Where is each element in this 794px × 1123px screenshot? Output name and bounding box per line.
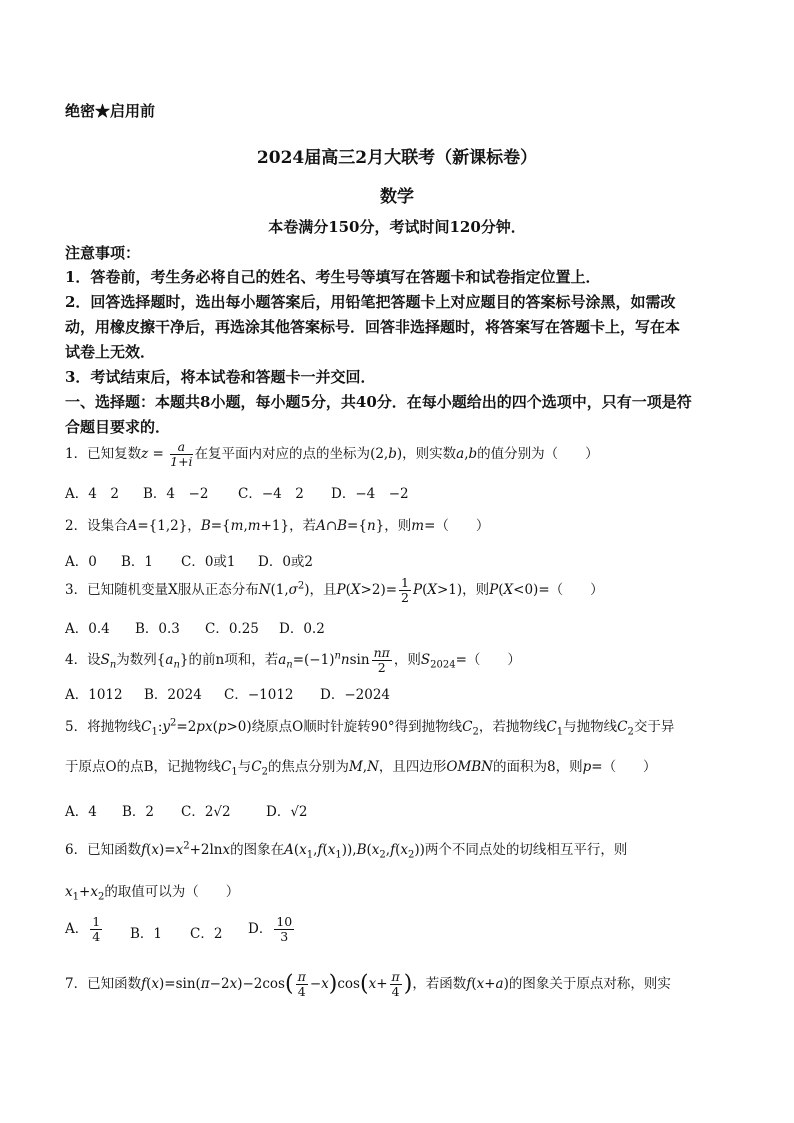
notice-heading: 注意事项： [65, 244, 141, 262]
q6-option-d: D． $\frac{10}{3}$ [248, 914, 293, 944]
section-heading-line-2: 合题目要求的． [65, 418, 171, 436]
fraction-ten-thirds: $\frac{10}{3}$ [276, 914, 293, 944]
subject-title: 数学 [380, 187, 414, 207]
q1-option-b: B．4 −2 [143, 486, 209, 502]
q2-option-a: A．0 [65, 554, 97, 570]
question-7: 7．已知函数f(x)=sin(π−2x)−2cos( $\frac{\pi}{4}$ −x)cos(x+ $\frac{\pi}{4}$ )，若函数f(x+a)的图象关于原点对称，则实 [65, 969, 671, 999]
q3-option-d: D．0.2 [279, 621, 325, 637]
q4-option-d: D．−2024 [320, 687, 390, 703]
fraction-a-over-1-plus-i: $\frac{a}{1+i}$ [170, 439, 193, 469]
fraction-one-quarter: $\frac{1}{4}$ [92, 914, 101, 944]
q4-option-b: B．2024 [144, 687, 202, 703]
secret-label: 绝密★启用前 [65, 102, 156, 120]
exam-title: 2024届高三2月大联考（新课标卷） [256, 148, 538, 168]
section-heading-line-1: 一、选择题：本题共8小题，每小题5分，共40分．在每小题给出的四个选项中，只有一项是符 [65, 393, 692, 411]
q5-option-c: C．2√2 [181, 804, 231, 820]
q2-option-d: D．0或2 [258, 554, 314, 570]
question-5-line-1: 5．将抛物线$C_1:y^2=2px(p>0)$绕原点O顺时针旋转90°得到抛物线$C_2$，若抛物线$C_1$与抛物线$C_2$交于异 [65, 717, 675, 738]
q5-option-a: A．4 [65, 804, 97, 820]
question-2: 2．设集合A={1,2}，B={m,m+1}，若A∩B={n}，则m=（ ） [65, 518, 490, 534]
q5-option-d: D．√2 [266, 804, 308, 820]
notice-item-1: 1．答卷前，考生务必将自己的姓名、考生号等填写在答题卡和试卷指定位置上． [65, 268, 601, 286]
notice-item-2-line-1: 2．回答选择题时，选出每小题答案后，用铅笔把答题卡上对应题目的答案标号涂黑，如需改 [65, 293, 676, 311]
q3-option-a: A．0.4 [65, 621, 110, 637]
question-3: 3．已知随机变量X服从正态分布$N(1,\sigma^2)$，且P(X>2)= $\frac{1}{2}$ P(X>1)，则P(X<0)=（ ） [65, 575, 604, 605]
q1-option-c: C．−4 2 [238, 486, 304, 502]
question-4: 4．设$S_n$为数列$\{a_n\}$的前n项和，若$a_n=(-1)^nnsin$ $\frac{n\pi}{2}$ ，则$S_{2024}=$（ ） [65, 645, 521, 675]
q5-option-b: B．2 [122, 804, 155, 820]
question-1: 1．已知复数z = $\frac{a}{1+i}$ 在复平面内对应的点的坐标为(2,b)，则实数a,b的值分别为（ ） [65, 439, 599, 469]
question-6-line-1: 6．已知函数$f(x)=x^2+2\ln x$的图象在$A(x_1,f(x_1)),B(x_2,f(x_2))$两个不同点处的切线相互平行，则 [65, 840, 628, 861]
fraction-n-pi-over-2: $\frac{n\pi}{2}$ [373, 645, 390, 675]
fraction-one-half: $\frac{1}{2}$ [401, 575, 409, 605]
q2-option-c: C．0或1 [181, 554, 236, 570]
exam-note: 本卷满分150分，考试时间120分钟． [268, 218, 526, 236]
q1-option-a: A．4 2 [65, 486, 119, 502]
q3-option-b: B．0.3 [135, 621, 180, 637]
q4-option-c: C．−1012 [224, 687, 294, 703]
q6-option-a: A． $\frac{1}{4}$ [65, 914, 101, 944]
q6-option-c: C．2 [190, 926, 223, 942]
q1-option-d: D．−4 −2 [331, 486, 409, 502]
fraction-pi-over-4-second: $\frac{\pi}{4}$ [391, 969, 400, 999]
q2-option-b: B．1 [121, 554, 154, 570]
question-6-line-2: $x_1+x_2$的取值可以为（ ） [65, 884, 240, 903]
notice-item-2-line-3: 试卷上无效． [65, 343, 156, 361]
q3-option-c: C．0.25 [205, 621, 259, 637]
question-5-line-2: 于原点O的点B，记抛物线$C_1$与$C_2$的焦点分别为M,N，且四边形OMBN的面积为8，则p=（ ） [65, 759, 657, 778]
q6-option-b: B．1 [130, 926, 163, 942]
notice-item-3: 3．考试结束后，将本试卷和答题卡一并交回． [65, 368, 376, 386]
q4-option-a: A．1012 [65, 687, 123, 703]
notice-item-2-line-2: 动，用橡皮擦干净后，再选涂其他答案标号．回答非选择题时，将答案写在答题卡上，写在本 [65, 318, 681, 336]
fraction-pi-over-4: $\frac{\pi}{4}$ [297, 969, 306, 999]
